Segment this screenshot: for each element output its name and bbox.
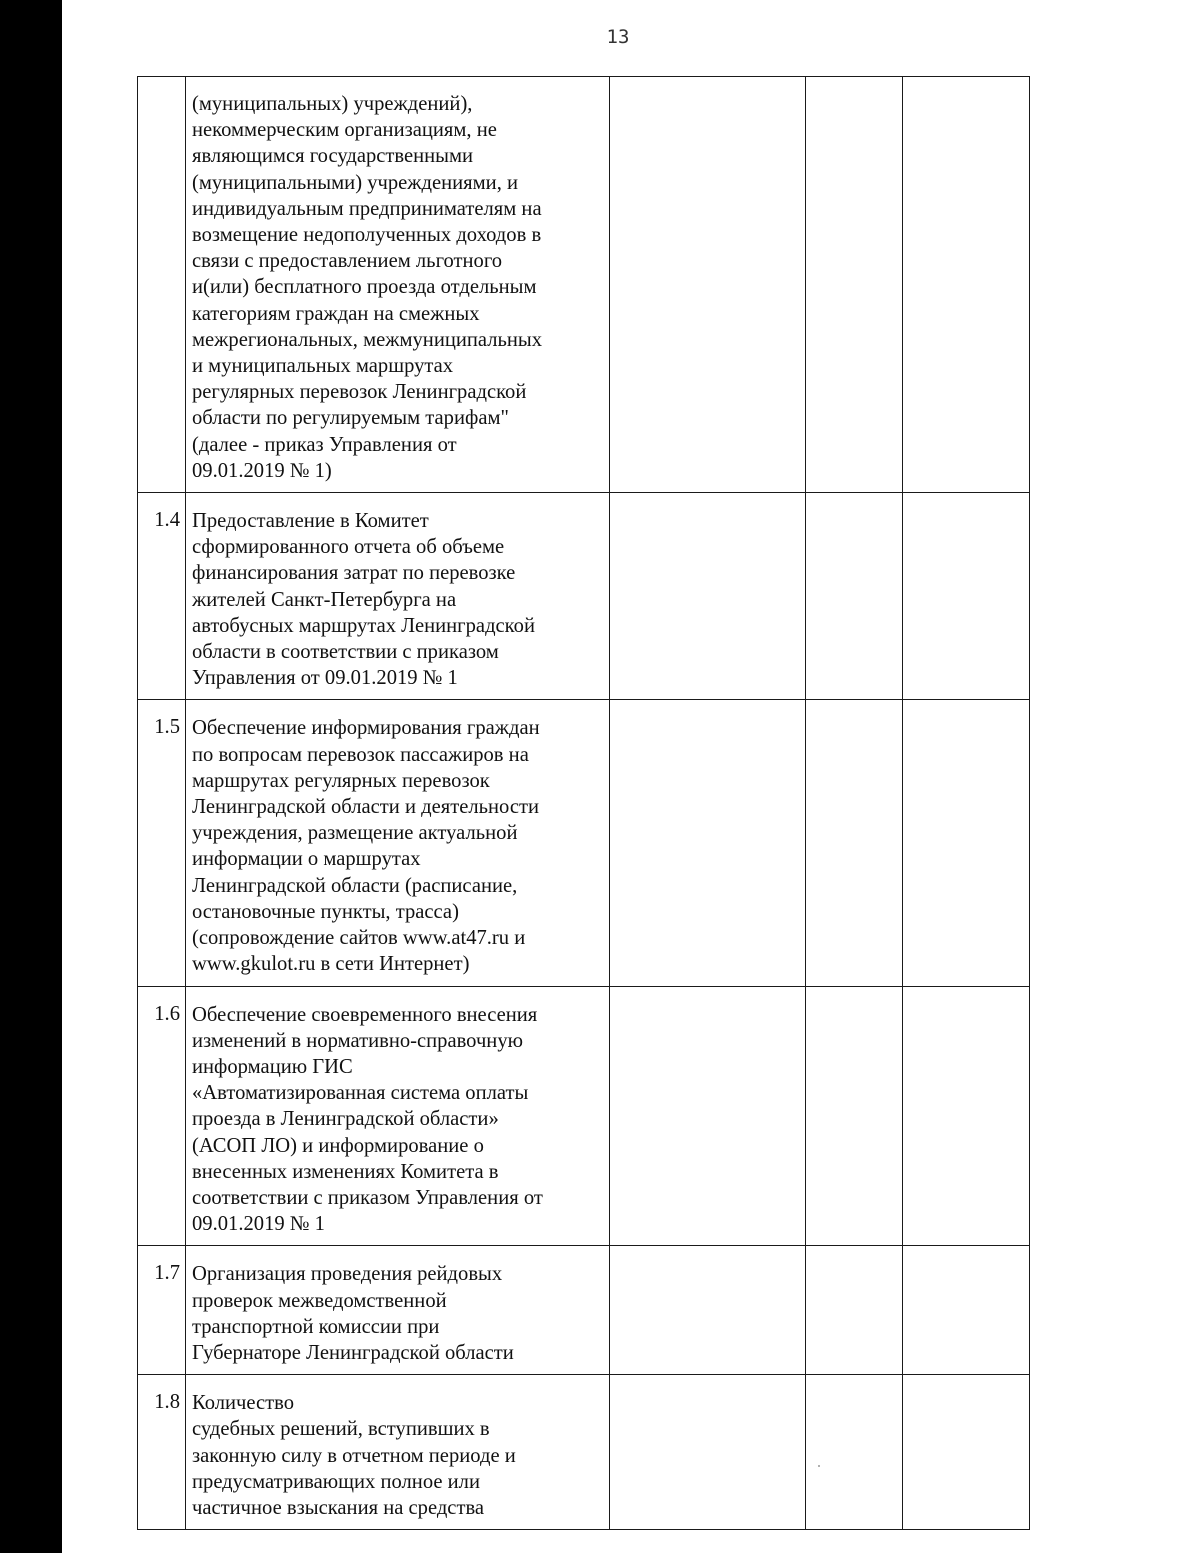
table-row	[138, 986, 1030, 1246]
empty-cell	[806, 986, 903, 1246]
empty-cell	[806, 1375, 903, 1530]
table-row	[138, 1375, 1030, 1530]
row-description-text: Предоставление в Комитет сформированного отчета об объеме финансирования затрат по перевозке жителей Санкт-Петербурга на автобусных маршрутах Ленинградской области в соответствии с приказом Управления от 09.01.2019 № 1	[192, 510, 535, 690]
table-row	[138, 700, 1030, 986]
document-table	[137, 76, 1030, 1530]
empty-cell	[610, 700, 806, 986]
row-number: 1.8	[138, 1375, 186, 1530]
empty-cell	[903, 77, 1030, 493]
empty-cell	[610, 1246, 806, 1375]
table-row	[138, 493, 1030, 700]
empty-cell	[903, 1246, 1030, 1375]
empty-cell	[903, 986, 1030, 1246]
page-number: 13	[606, 26, 630, 48]
empty-cell	[903, 1375, 1030, 1530]
empty-cell	[903, 493, 1030, 700]
row-description	[186, 493, 610, 700]
row-number: 1.7	[138, 1246, 186, 1375]
row-number	[138, 77, 186, 493]
empty-cell	[903, 700, 1030, 986]
row-description	[186, 700, 610, 986]
empty-cell	[610, 1375, 806, 1530]
empty-cell	[806, 1246, 903, 1375]
empty-cell	[806, 493, 903, 700]
row-description-text: Организация проведения рейдовых проверок межведомственной транспортной комиссии при Губернаторе Ленинградской области	[192, 1263, 514, 1364]
table-row	[138, 77, 1030, 493]
row-description	[186, 1375, 610, 1530]
table-row	[138, 1246, 1030, 1375]
row-description	[186, 77, 610, 493]
empty-cell	[610, 493, 806, 700]
scan-edge-shadow	[0, 0, 62, 1553]
row-description-text: (муниципальных) учреждений), некоммерческим организациям, не являющимся государственными (муниципальными) учреждениями, и индивидуальным предпринимателям на возмещение недополученных доходов в связи с предоставлением льготного и(или) бесплатного проезда отдельным категориям граждан на смежных межрегиональных, межмуниципальных и муниципальных маршрутах регулярных перевозок Ленинградской области по регулируемым тарифам" (далее - приказ Управления от 09.01.2019 № 1)	[192, 93, 543, 482]
empty-cell	[806, 700, 903, 986]
row-description-text: Количество судебных решений, вступивших в законную силу в отчетном периоде и предусматривающих полное или частичное взыскания на средства	[192, 1392, 516, 1519]
empty-cell	[610, 986, 806, 1246]
empty-cell	[806, 77, 903, 493]
row-number: 1.4	[138, 493, 186, 700]
row-number: 1.6	[138, 986, 186, 1246]
row-description	[186, 986, 610, 1246]
scan-speck	[818, 1465, 820, 1467]
row-description	[186, 1246, 610, 1375]
empty-cell	[610, 77, 806, 493]
row-description-text: Обеспечение информирования граждан по вопросам перевозок пассажиров на маршрутах регулярных перевозок Ленинградской области и деятельности учреждения, размещение актуальной информации о маршрутах Ленинградской области (расписание, остановочные пункты, трасса) (сопровождение сайтов www.at47.ru и www.gkulot.ru в сети Интернет)	[192, 717, 540, 976]
row-number: 1.5	[138, 700, 186, 986]
row-description-text: Обеспечение своевременного внесения изменений в нормативно-справочную информацию ГИС «Автоматизированная система оплаты проезда в Ленинградской области» (АСОП ЛО) и информирование о внесенных изменениях Комитета в соответствии с приказом Управления от 09.01.2019 № 1	[192, 1003, 543, 1236]
